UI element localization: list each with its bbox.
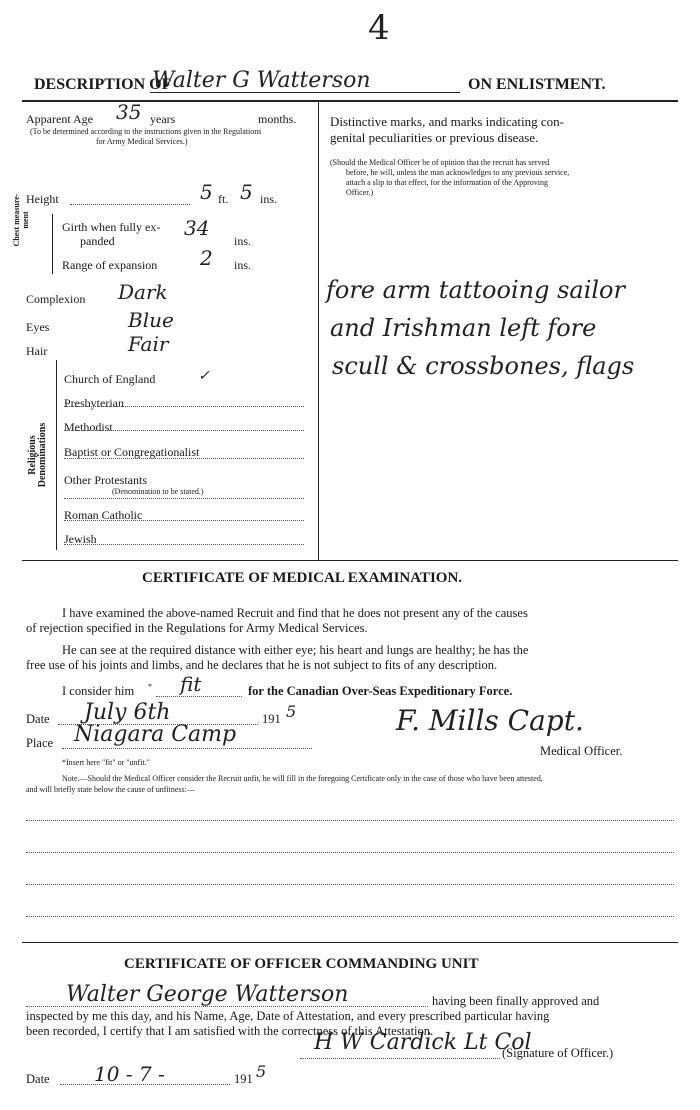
religion-label: Religious Denominations [27, 422, 48, 488]
religion-bracket [56, 360, 57, 550]
commanding-date-value: 10 - 7 - [94, 1062, 165, 1086]
girth-label-2: panded [80, 234, 115, 248]
complexion-value: Dark [118, 280, 168, 304]
medical-para1-line2: of rejection specified in the Regulations for Army Medical Services. [26, 621, 368, 635]
ft-label: ft. [218, 192, 229, 206]
height-dots [70, 204, 190, 205]
chest-label: Chest measure-ment [12, 193, 30, 247]
medical-date-value: July 6th [84, 700, 171, 725]
medical-officer-signature: F. Mills Capt. [396, 704, 584, 737]
religion-dots-6 [64, 544, 304, 545]
header-label-left: DESCRIPTION OF [34, 76, 172, 93]
commanding-date-dots [60, 1084, 230, 1085]
girth-ins: ins. [234, 234, 252, 248]
range-label: Range of expansion [62, 258, 158, 272]
commanding-signature: H W Cardick Lt Col [314, 1030, 532, 1055]
unfit-note-2: and will briefly state below the cause of unfitness:— [26, 785, 195, 794]
religion-item-methodist: Methodist [64, 420, 113, 434]
consider-value: fit [180, 672, 202, 696]
unfit-line-1 [26, 820, 674, 821]
medical-date-label: Date [26, 712, 50, 726]
eyes-value: Blue [128, 308, 174, 332]
header-name: Walter G Watterson [152, 68, 371, 93]
unfit-note-1: Note.—Should the Medical Officer consider the Recruit unfit, he will fill in the foregoing Certificate only in the case of those who have been attested, [62, 774, 543, 783]
right-note-4: Officer.) [346, 188, 374, 197]
medical-year-suffix: 5 [286, 702, 297, 721]
distinctive-marks-1: fore arm tattooing sailor [326, 276, 625, 304]
girth-label-1: Girth when fully ex- [62, 220, 161, 234]
religion-dots-4 [64, 498, 304, 499]
distinctive-heading-2: genital peculiarities or previous disease. [330, 130, 539, 145]
insert-note: *Insert here "fit" or "unfit." [62, 758, 150, 767]
hair-label: Hair [26, 344, 48, 358]
commanding-para-3: been recorded, I certify that I am satisfied with the correctness of this Attestation. [26, 1024, 434, 1038]
religion-dots-2 [64, 430, 304, 431]
religion-dots-3 [64, 458, 304, 459]
age-note-2: for Army Medical Services.) [96, 137, 188, 146]
medical-para1-line1: I have examined the above-named Recruit and find that he does not present any of the causes [62, 606, 528, 620]
religion-item-baptist: Baptist or Congregationalist [64, 445, 200, 459]
commanding-date-label: Date [26, 1072, 50, 1086]
consider-rest: for the Canadian Over-Seas Expeditionary Force. [248, 684, 513, 698]
denomination-note: (Denomination to be stated.) [112, 487, 204, 496]
medical-year-prefix: 191 [262, 712, 281, 726]
distinctive-marks-2: and Irishman left fore [330, 314, 597, 342]
religion-dots-1 [64, 406, 304, 407]
unfit-line-4 [26, 916, 674, 917]
hair-value: Fair [128, 332, 169, 356]
religion-item-presbyterian: Presbyterian [64, 396, 124, 410]
distinctive-marks-3: scull & crossbones, flags [332, 352, 635, 380]
consider-label: I consider him [62, 684, 135, 698]
medical-place-label: Place [26, 736, 54, 750]
age-note-1: (To be determined according to the instructions given in the Regulations [30, 127, 262, 136]
medical-rule [22, 560, 678, 561]
medical-officer-label: Medical Officer. [540, 744, 623, 758]
medical-place-value: Niagara Camp [74, 722, 237, 747]
height-label: Height [26, 192, 59, 206]
religion-item-jewish: Jewish [64, 532, 97, 546]
years-label: years [150, 112, 176, 126]
chest-bracket [52, 214, 53, 274]
commanding-name-value: Walter George Watterson [66, 982, 349, 1007]
commanding-name-dots [26, 1006, 428, 1007]
months-label: months. [258, 112, 297, 126]
religion-dots-5 [64, 520, 304, 521]
unfit-line-2 [26, 852, 674, 853]
right-note-2: before, he will, unless the man acknowledges to any previous service, [346, 168, 570, 177]
consider-asterisk: * [148, 682, 152, 691]
medical-para2-line2: free use of his joints and limbs, and he declares that he is not subject to fits of any description. [26, 658, 498, 672]
right-note-3: attach a slip to that effect, for the information of the Approving [346, 178, 549, 187]
religion-check-mark: ✓ [198, 368, 210, 384]
religion-item-other-protestants: Other Protestants [64, 473, 147, 487]
ins-label: ins. [260, 192, 278, 206]
range-value: 2 [200, 246, 213, 270]
age-label: Apparent Age [26, 112, 93, 126]
commanding-rule [22, 942, 678, 943]
header-name-line [150, 92, 460, 93]
girth-value: 34 [184, 216, 210, 240]
right-note-1: (Should the Medical Officer be of opinion that the recruit has served [330, 158, 550, 167]
distinctive-heading-1: Distinctive marks, and marks indicating con- [330, 114, 564, 129]
header-label-right: ON ENLISTMENT. [468, 76, 606, 93]
column-divider [318, 102, 319, 560]
range-ins: ins. [234, 258, 252, 272]
commanding-title: CERTIFICATE OF OFFICER COMMANDING UNIT [124, 956, 479, 972]
page-number: 4 [368, 8, 390, 48]
medical-para2-line1: He can see at the required distance with either eye; his heart and lungs are healthy; he has the [62, 643, 529, 657]
commanding-sig-dots [300, 1058, 500, 1059]
age-value: 35 [116, 100, 142, 124]
consider-dots [156, 696, 242, 697]
eyes-label: Eyes [26, 320, 50, 334]
height-ft-value: 5 [200, 180, 213, 204]
commanding-year-suffix: 5 [256, 1062, 267, 1081]
height-in-value: 5 [240, 180, 253, 204]
commanding-sig-label: (Signature of Officer.) [502, 1046, 614, 1060]
complexion-label: Complexion [26, 292, 86, 306]
religion-item-roman-catholic: Roman Catholic [64, 508, 143, 522]
religion-item-church-of-england: Church of England [64, 372, 156, 386]
commanding-para-1: having been finally approved and [432, 994, 600, 1008]
commanding-para-2: inspected by me this day, and his Name, Age, Date of Attestation, and every prescribed particular having [26, 1009, 550, 1023]
medical-place-dots [62, 748, 312, 749]
medical-title: CERTIFICATE OF MEDICAL EXAMINATION. [142, 570, 463, 586]
unfit-line-3 [26, 884, 674, 885]
commanding-year-prefix: 191 [234, 1072, 253, 1086]
